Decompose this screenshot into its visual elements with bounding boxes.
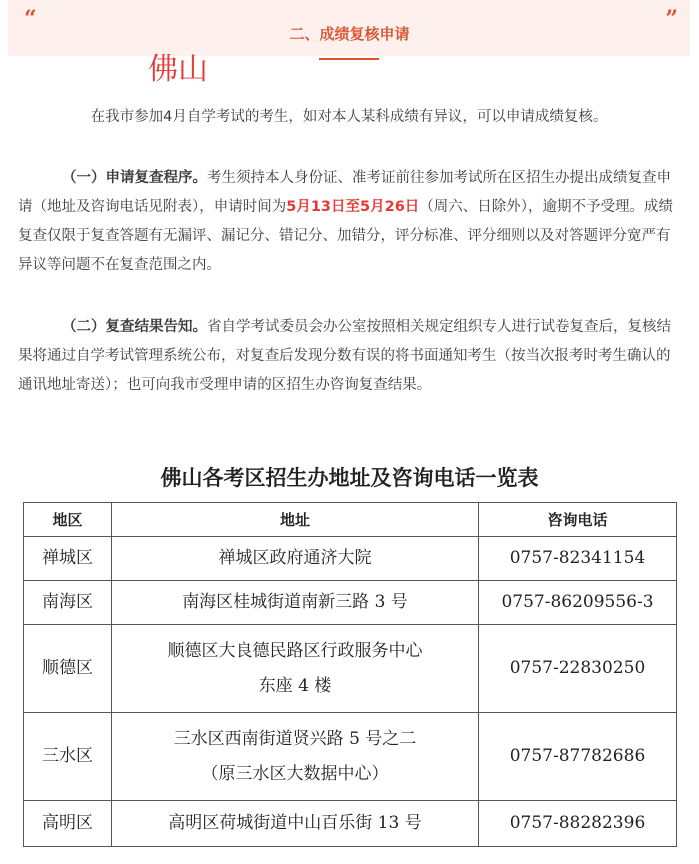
table-row: [24, 537, 677, 581]
address-cell: [112, 801, 479, 847]
address-line: 南海区桂城街道南新三路 3 号: [182, 592, 408, 612]
review-procedure-text-before: 考生须持本人身份证、准考证前往参加考试所在区招生办提出成绩复查申请（地址及咨询电话见附表），申请时间为: [18, 170, 671, 215]
intro-paragraph: 在我市参加4月自学考试的考生，如对本人某科成绩有异议，可以申请成绩复核。: [90, 109, 608, 125]
city-tag: 佛山: [148, 52, 208, 87]
address-cell: [112, 713, 479, 801]
section-title: 二、成绩复核申请: [289, 25, 410, 43]
header-phone: 咨询电话: [479, 503, 677, 537]
district-cell: 高明区: [24, 801, 112, 847]
review-procedure-paragraph: [18, 164, 680, 280]
phone-cell: 0757-88282396: [479, 801, 677, 847]
address-line-2: （原三水区大数据中心）: [201, 763, 389, 784]
table-row: [24, 801, 677, 847]
address-cell: [112, 625, 479, 713]
table-title: 佛山各考区招生办地址及咨询电话一览表: [160, 465, 539, 490]
phone-cell: 0757-22830250: [479, 625, 677, 713]
district-cell: 顺德区: [24, 625, 112, 713]
review-procedure-text-after: （周六、日除外），逾期不予受理。成绩复查仅限于复查答题有无漏评、漏记分、错记分、加错分，评分标准、评分细则以及对答题评分宽严有异议等问题不在复查范围之内。: [18, 199, 674, 273]
table-row: [24, 625, 677, 713]
address-line: 三水区西南街道贤兴路 5 号之二: [173, 728, 417, 749]
table-header-row: [24, 503, 677, 537]
district-cell: 禅城区: [24, 537, 112, 581]
district-cell: 南海区: [24, 581, 112, 625]
review-procedure-heading: （一）申请复查程序。: [62, 170, 207, 186]
open-quote-icon: “: [24, 6, 33, 32]
review-result-paragraph: [18, 313, 680, 400]
phone-cell: 0757-87782686: [479, 713, 677, 801]
contact-table: [23, 502, 677, 847]
district-cell: 三水区: [24, 713, 112, 801]
address-cell: [112, 581, 479, 625]
header-address: 地址: [112, 503, 479, 537]
address-cell: [112, 537, 479, 581]
address-line: 高明区荷城街道中山百乐街 13 号: [168, 813, 422, 833]
review-result-heading: （二）复查结果告知。: [62, 319, 207, 335]
close-quote-icon: ”: [665, 6, 674, 32]
review-result-text: 省自学考试委员会办公室按照相关规定组织专人进行试卷复查后，复核结果将通过自学考试管理系统公布，对复查后发现分数有误的将书面通知考生（按当次报考时考生确认的通讯地址寄送）；也可向我市受理申请的区招生办咨询复查结果。: [18, 319, 671, 393]
table-row: [24, 713, 677, 801]
title-underline: [319, 58, 379, 60]
address-line: 顺德区大良德民路区行政服务中心: [167, 640, 423, 661]
phone-cell: 0757-82341154: [479, 537, 677, 581]
address-line-2: 东座 4 楼: [258, 675, 332, 696]
header-district: 地区: [24, 503, 112, 537]
address-line: 禅城区政府通济大院: [218, 548, 372, 568]
application-period: 5月13日至5月26日: [286, 199, 420, 215]
phone-cell: 0757-86209556-3: [479, 581, 677, 625]
table-row: [24, 581, 677, 625]
